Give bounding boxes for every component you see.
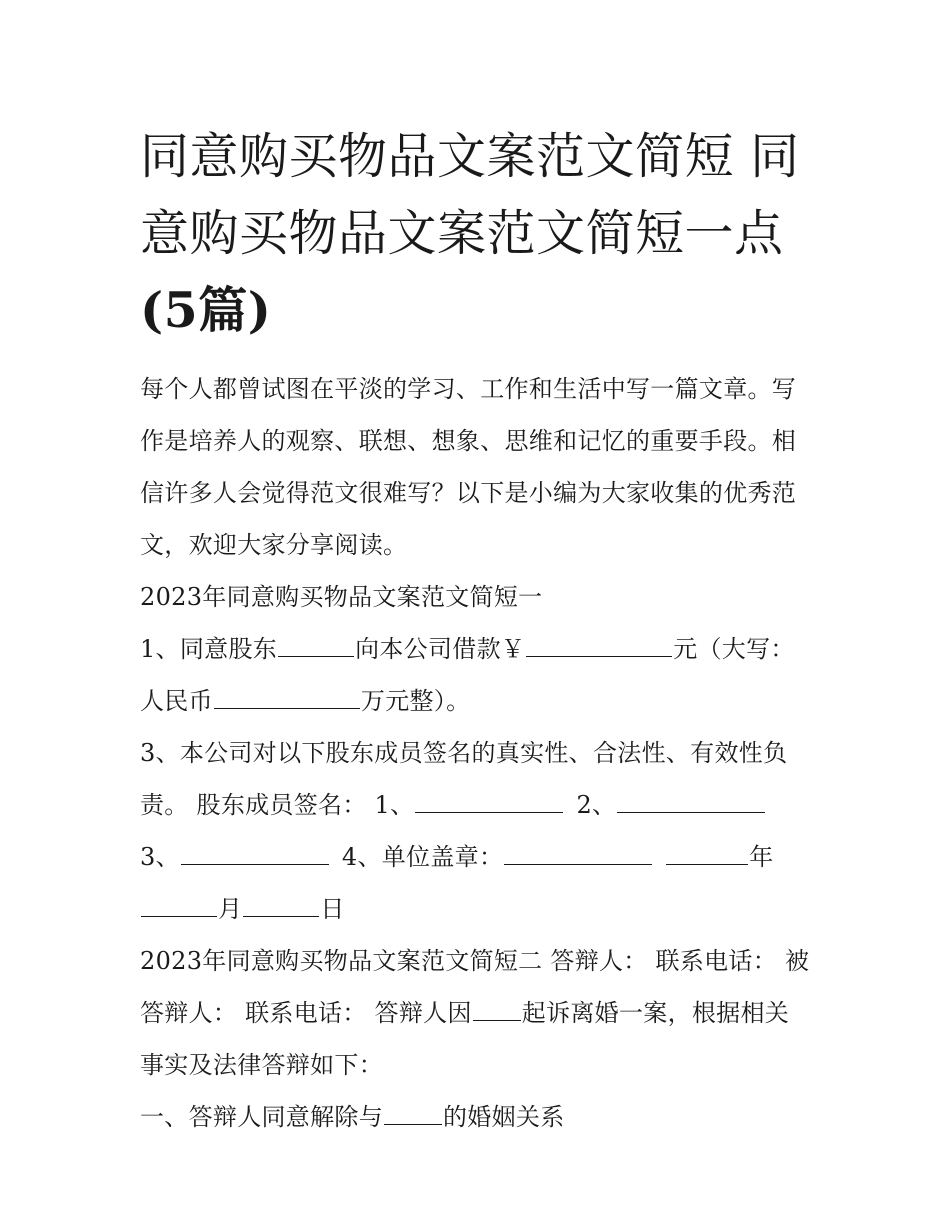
blank-field [617,789,765,813]
loan-item: 1、同意股东 向本公司借款￥ 元（大写：人民币 万元整）。 [140,635,795,715]
document-title [140,118,812,349]
intro-paragraph: 每个人都曾试图在平淡的学习、工作和生活中写一篇文章。写作是培养人的观察、联想、想象、思维和记忆的重要手段。相信许多人会觉得范文很难写？以下是小编为大家收集的优秀范文，欢迎大家分享阅读。 [140,375,797,559]
blank-field [141,893,217,917]
blank-field [526,633,672,657]
blank-field [473,997,521,1021]
title-text: 同意购买物品文案范文简短 同意购买物品文案范文简短一点 [140,128,800,262]
blank-field [181,841,329,865]
section-heading-2: 2023年同意购买物品文案范文简短二 答辩人： 联系电话： 被答辩人： 联系电话： 答辩人因 起诉离婚一案，根据相关事实及法律答辩如下： [140,947,810,1079]
blank-field [666,841,748,865]
blank-field [384,1101,442,1125]
blank-field [243,893,319,917]
document-page [140,118,812,1143]
blank-field [415,789,563,813]
blank-field [278,633,354,657]
blank-field [504,841,652,865]
blank-field [214,685,360,709]
section-heading-1: 2023年同意购买物品文案范文简短一 [140,583,543,611]
defense-point-1: 一、答辩人同意解除与 的婚姻关系 [140,1103,565,1131]
signature-item: 3、本公司对以下股东成员签名的真实性、合法性、有效性负责。 股东成员签名： 1、 2、3、 4、单位盖章： 年月 日 [140,739,788,923]
title-count: (5篇) [140,281,272,339]
